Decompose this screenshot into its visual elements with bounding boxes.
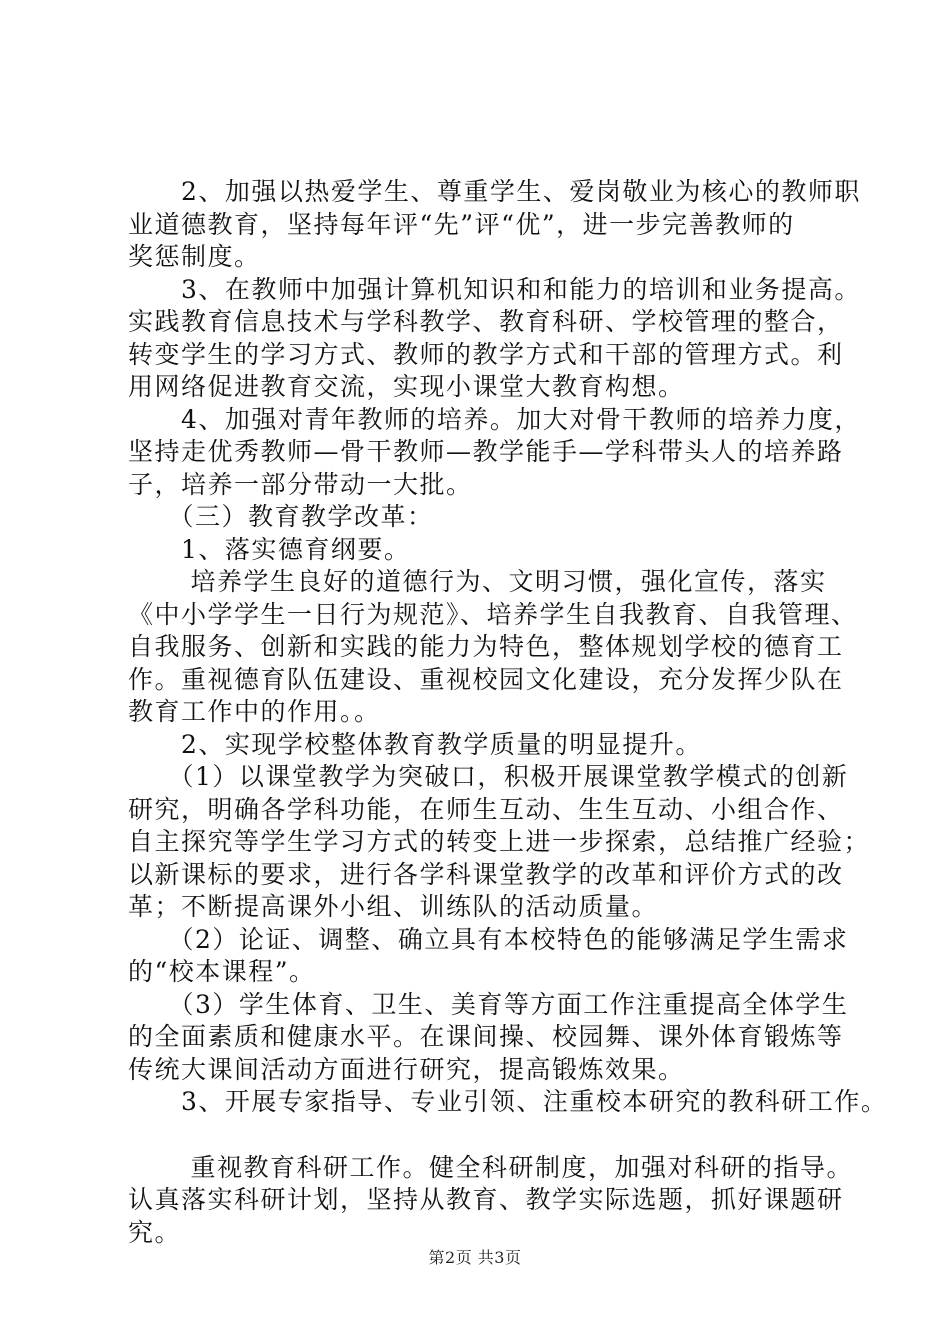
text-line: 坚持走优秀教师—骨干教师—教学能手—学科带头人的培养路 <box>128 437 844 466</box>
paragraph-young-teachers <box>128 404 861 502</box>
text-line: 的“校本课程”。 <box>128 957 316 986</box>
text-line: 自我服务、创新和实践的能力为特色，整体规划学校的德育工 <box>128 632 844 661</box>
paragraph-moral-education <box>128 566 858 729</box>
paragraph-research-work <box>128 1152 853 1250</box>
text-line: （2）论证、调整、确立具有本校特色的能够满足学生需求 <box>128 924 849 954</box>
text-line: 转变学生的学习方式、教师的教学方式和干部的管理方式。利 <box>128 339 844 369</box>
text-line: 以新课标的要求，进行各学科课堂教学的改革和评价方式的改 <box>128 859 844 889</box>
text-line: 的全面素质和健康水平。在课间操、校园舞、课外体育锻炼等 <box>128 1022 844 1051</box>
text-line: 实践教育信息技术与学科教学、教育科研、学校管理的整合， <box>128 307 844 336</box>
text-line: 作。重视德育队伍建设、重视校园文化建设，充分发挥少队在 <box>128 664 844 694</box>
subheading-quality <box>128 729 838 762</box>
text-line: 培养学生良好的道德行为、文明习惯，强化宣传，落实 <box>128 567 827 596</box>
text-line: 究。 <box>128 1217 182 1247</box>
text-line: 3、在教师中加强计算机知识和和能力的培训和业务提高。 <box>128 274 861 304</box>
subheading-research <box>128 1086 888 1119</box>
text-line: （三）教育教学改革： <box>128 502 434 531</box>
document-body <box>128 176 888 1249</box>
blank-line <box>128 1119 838 1152</box>
text-line: 认真落实科研计划，坚持从教育、教学实际选题，抓好课题研 <box>128 1185 844 1214</box>
text-line: 研究，明确各学科功能，在师生互动、生生互动、小组合作、 <box>128 794 844 824</box>
text-line: 《中小学学生一日行为规范》、培养学生自我教育、自我管理、 <box>128 599 858 629</box>
paragraph-teacher-ethics <box>128 176 861 274</box>
text-line: 革；不断提高课外小组、训练队的活动质量。 <box>128 892 659 921</box>
text-line: （3）学生体育、卫生、美育等方面工作注重提高全体学生 <box>128 989 849 1019</box>
text-line: 重视教育科研工作。健全科研制度，加强对科研的指导。 <box>128 1152 853 1182</box>
text-line: 奖惩制度。 <box>128 242 261 271</box>
text-line: 传统大课间活动方面进行研究，提高锻炼效果。 <box>128 1054 685 1084</box>
paragraph-classroom-teaching <box>128 761 871 924</box>
text-line: 业道德教育，坚持每年评“先”评“优”，进一步完善教师的 <box>128 209 795 239</box>
paragraph-computer-training <box>128 274 861 404</box>
section-heading-reform <box>128 501 838 534</box>
text-line: 自主探究等学生学习方式的转变上进一步探索，总结推广经验； <box>128 827 871 856</box>
text-line: 用网络促进教育交流，实现小课堂大教育构想。 <box>128 372 685 401</box>
text-line: 子，培养一部分带动一大批。 <box>128 469 473 499</box>
text-line: 教育工作中的作用。。 <box>128 697 381 726</box>
text-line: （1）以课堂教学为突破口，积极开展课堂教学模式的创新 <box>128 762 849 791</box>
subheading-moral-education <box>128 534 838 567</box>
page-number-footer: 第2页 共3页 <box>428 1248 522 1267</box>
paragraph-school-curriculum <box>128 924 849 989</box>
text-line: 2、加强以热爱学生、尊重学生、爱岗敬业为核心的教师职 <box>128 177 861 206</box>
text-line: 2、实现学校整体教育教学质量的明显提升。 <box>128 729 702 759</box>
paragraph-physical-education <box>128 989 849 1087</box>
text-line: 3、开展专家指导、专业引领、注重校本研究的教科研工作。 <box>128 1087 888 1116</box>
text-line: 4、加强对青年教师的培养。加大对骨干教师的培养力度， <box>128 404 861 434</box>
text-line: 1、落实德育纲要。 <box>128 534 411 564</box>
